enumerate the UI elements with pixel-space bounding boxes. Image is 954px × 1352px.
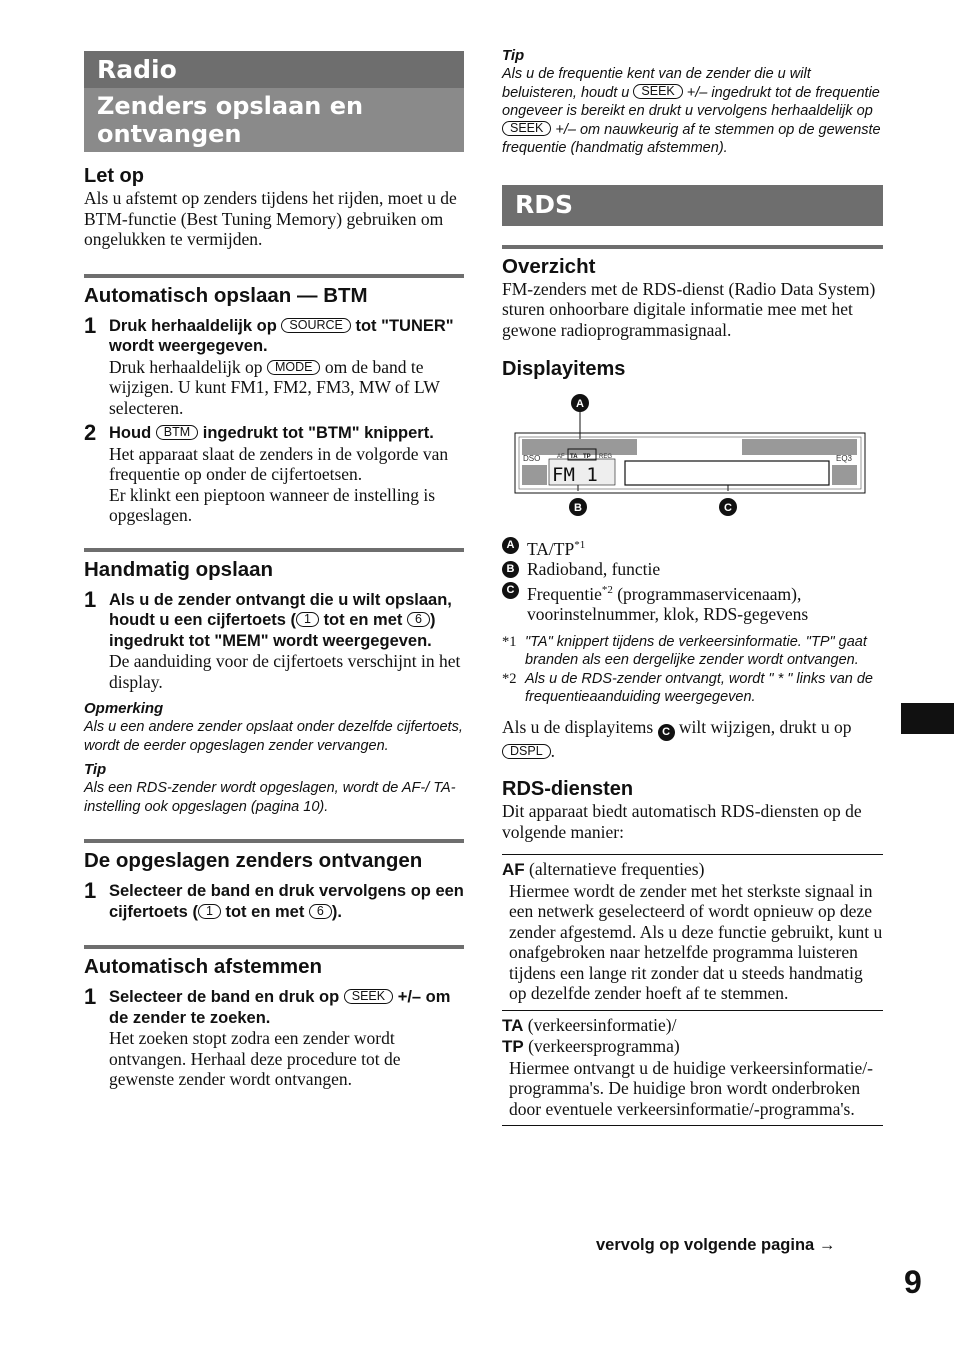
legend-item: A TA/TP$^{*1}$ [502, 535, 883, 559]
note-text: Als u een andere zender opslaat onder dezelfde cijfertoets, wordt de eerder opgeslagen zender vervangen. [84, 719, 463, 754]
service-ta-tp: TA (verkeersinformatie)/ TP (verkeersprogramma) Hiermee ontvangt u de huidige verkeersinformatie/-programma's. De huidige bron wordt onderbroken door eventuele verkeersinformatie/-programma's. [502, 1010, 883, 1127]
right-column [502, 0, 883, 1126]
step-number: 2 [84, 420, 97, 445]
rds-services-intro: Dit apparaat biedt automatisch RDS-diensten op de volgende manier: [502, 801, 862, 842]
footnote: *2 Als u de RDS-zender ontvangt, wordt " * " links van de frequentieaanduiding weergegeven. [502, 670, 873, 706]
service-term: TP [502, 1037, 524, 1057]
btm-step-2 [84, 420, 464, 526]
reg-label: REG [599, 454, 613, 460]
step-number: 1 [84, 312, 97, 338]
af-label: AF [557, 454, 565, 460]
dso-label: DSO [523, 454, 541, 463]
rds-services-title: RDS-diensten [502, 778, 634, 801]
arrow-right-icon: → [818, 1236, 836, 1254]
service-desc: Hiermee wordt de zender met het sterkste signaal in een netwerk geselecteerd of wordt opnieuw op deze zender afgestemd. Als u deze functie gebruikt, kunt u onafgebroken naar hetzelfde programma luisteren tijdens een lange rit zonder dat u steeds handmatig op dezelfde zender hoeft af te stemmen. [509, 880, 883, 1004]
service-desc: Hiermee ontvangt u de huidige verkeersinformatie/-programma's. De huidige bron wordt onderbroken door eventuele verkeersinformatie/-programma's. [509, 1057, 873, 1119]
tip-text: Als u de frequentie kent van de zender die u wilt beluisteren, houdt u SEEK +/– ingedrukt tot de frequentie ongeveer is bereikt en drukt u vervolgens herhaaldelijk op SEEK +/– om nauwkeurig af te stemmen op de gewenste frequentie (handmatig afstemmen). [502, 66, 881, 156]
callout-c-icon: C [724, 502, 732, 514]
callout-a-icon: A [502, 537, 519, 554]
btm-button-icon: BTM [156, 425, 198, 440]
step-heading: Selecteer de band en druk vervolgens op een cijfertoets ( 1 tot en met 6 ). [109, 882, 464, 921]
section-banner-rds: RDS [502, 185, 883, 226]
seek-button-icon: SEEK [502, 121, 551, 136]
display-legend [502, 535, 883, 625]
side-tab-marker [901, 703, 954, 734]
receive-step-1 [84, 878, 464, 922]
legend-item: C Frequentie$^{*2}$ (programmaservicenaam), voorinstelnummer, klok, RDS-gegevens [502, 580, 883, 625]
service-term: AF [502, 860, 525, 880]
page-number: 9 [904, 1264, 922, 1300]
step-number: 1 [84, 984, 97, 1009]
display-items-title: Displayitems [502, 358, 626, 380]
section-banner-radio: Radio [84, 51, 464, 88]
step-number: 1 [84, 586, 97, 612]
step-heading: Druk herhaaldelijk op SOURCE tot "TUNER" wordt weergegeven. [109, 316, 454, 355]
tip-label: Tip [84, 761, 107, 778]
dspl-button-icon: DSPL [502, 744, 551, 759]
continued-next-page: vervolg op volgende pagina → [596, 1236, 836, 1254]
mode-button-icon: MODE [267, 360, 321, 375]
btm-title: Automatisch opslaan — BTM [84, 274, 464, 308]
step-heading: Selecteer de band en druk op SEEK +/– om de zender te zoeken. [109, 988, 451, 1027]
step-body: Het apparaat slaat de zenders in de volgorde van frequentie op onder de cijfertoetsen. [109, 443, 449, 484]
auto-tune-step-1 [84, 984, 464, 1090]
step-body: Het zoeken stopt zodra een zender wordt ontvangen. Herhaal deze procedure tot de gewenste zender wordt ontvangen. [109, 1028, 401, 1089]
caution-text: Als u afstemt op zenders tijdens het rijden, moet u de BTM-functie (Best Tuning Memory) gebruiken om ongelukken te vermijden. [84, 188, 457, 249]
display-change-text: Als u de displayitems C wilt wijzigen, drukt u op DSPL . [502, 716, 852, 761]
step-heading: Als u de zender ontvangt die u wilt opslaan, houdt u een cijfertoets ( 1 tot en met 6 ) ingedrukt tot "MEM" wordt weergegeven. [109, 590, 452, 650]
ta-label: TA [570, 454, 578, 460]
step-number: 1 [84, 878, 97, 903]
source-button-icon: SOURCE [281, 318, 350, 333]
footnote: *1 "TA" knippert tijdens de verkeersinformatie. "TP" gaat branden als een dergelijke zender wordt ontvangen. [502, 633, 867, 669]
section-subbanner: Zenders opslaan en ontvangen [84, 88, 464, 152]
note-label: Opmerking [84, 700, 164, 717]
rds-display-illustration [502, 391, 872, 521]
callout-b-icon: B [502, 561, 519, 578]
seek-button-icon: SEEK [633, 84, 682, 99]
step-body: De aanduiding voor de cijfertoets verschijnt in het display. [109, 651, 461, 692]
btm-step-1 [84, 312, 464, 419]
overview-title: Overzicht [502, 245, 883, 279]
tip-label: Tip [502, 47, 525, 64]
tip-text: Als een RDS-zender wordt opgeslagen, wordt de AF-/ TA-instelling ook opgeslagen (pagina 10). [84, 780, 456, 815]
seek-button-icon: SEEK [344, 989, 393, 1004]
callout-c-icon: C [502, 582, 519, 599]
receive-title: De opgeslagen zenders ontvangen [84, 839, 464, 873]
preset-6-button-icon: 6 [309, 904, 332, 919]
service-af: AF (alternatieve frequenties) Hiermee wordt de zender met het sterkste signaal in een netwerk geselecteerd of wordt opnieuw op deze zender afgestemd. Als u deze functie gebruikt, kunt u onafgebroken naar hetzelfde programma luisteren tijdens een lange rit zonder dat u steeds handmatig op dezelfde zender hoeft af te stemmen. [502, 854, 883, 1010]
callout-a-icon: A [576, 398, 584, 410]
left-column [84, 0, 464, 1090]
tp-label: TP [583, 454, 591, 460]
preset-1-button-icon: 1 [296, 612, 319, 627]
frequency-area [625, 461, 829, 485]
manual-title: Handmatig opslaan [84, 548, 464, 582]
band-text: FM 1 [552, 464, 598, 486]
callout-c-icon: C [658, 724, 675, 741]
step-heading: Houd BTM ingedrukt tot "BTM" knippert. [109, 424, 434, 442]
caution-title: Let op [84, 165, 144, 187]
overview-text: FM-zenders met de RDS-dienst (Radio Data System) sturen onhoorbare digitale informatie mee met het gewone radioprogrammasignaal. [502, 278, 876, 340]
manual-step-1 [84, 586, 464, 693]
preset-1-button-icon: 1 [198, 904, 221, 919]
step-body: Druk herhaaldelijk op MODE om de band te wijzigen. U kunt FM1, FM2, FM3, MW of LW selecteren. [109, 356, 440, 418]
eq3-label: EQ3 [836, 454, 853, 463]
service-term: TA [502, 1015, 524, 1035]
callout-b-icon: B [574, 502, 582, 514]
preset-6-button-icon: 6 [407, 612, 430, 627]
step-body: Er klinkt een pieptoon wanneer de instelling is opgeslagen. [109, 484, 436, 525]
auto-tune-title: Automatisch afstemmen [84, 945, 464, 979]
legend-item: B Radioband, functie [502, 559, 883, 580]
